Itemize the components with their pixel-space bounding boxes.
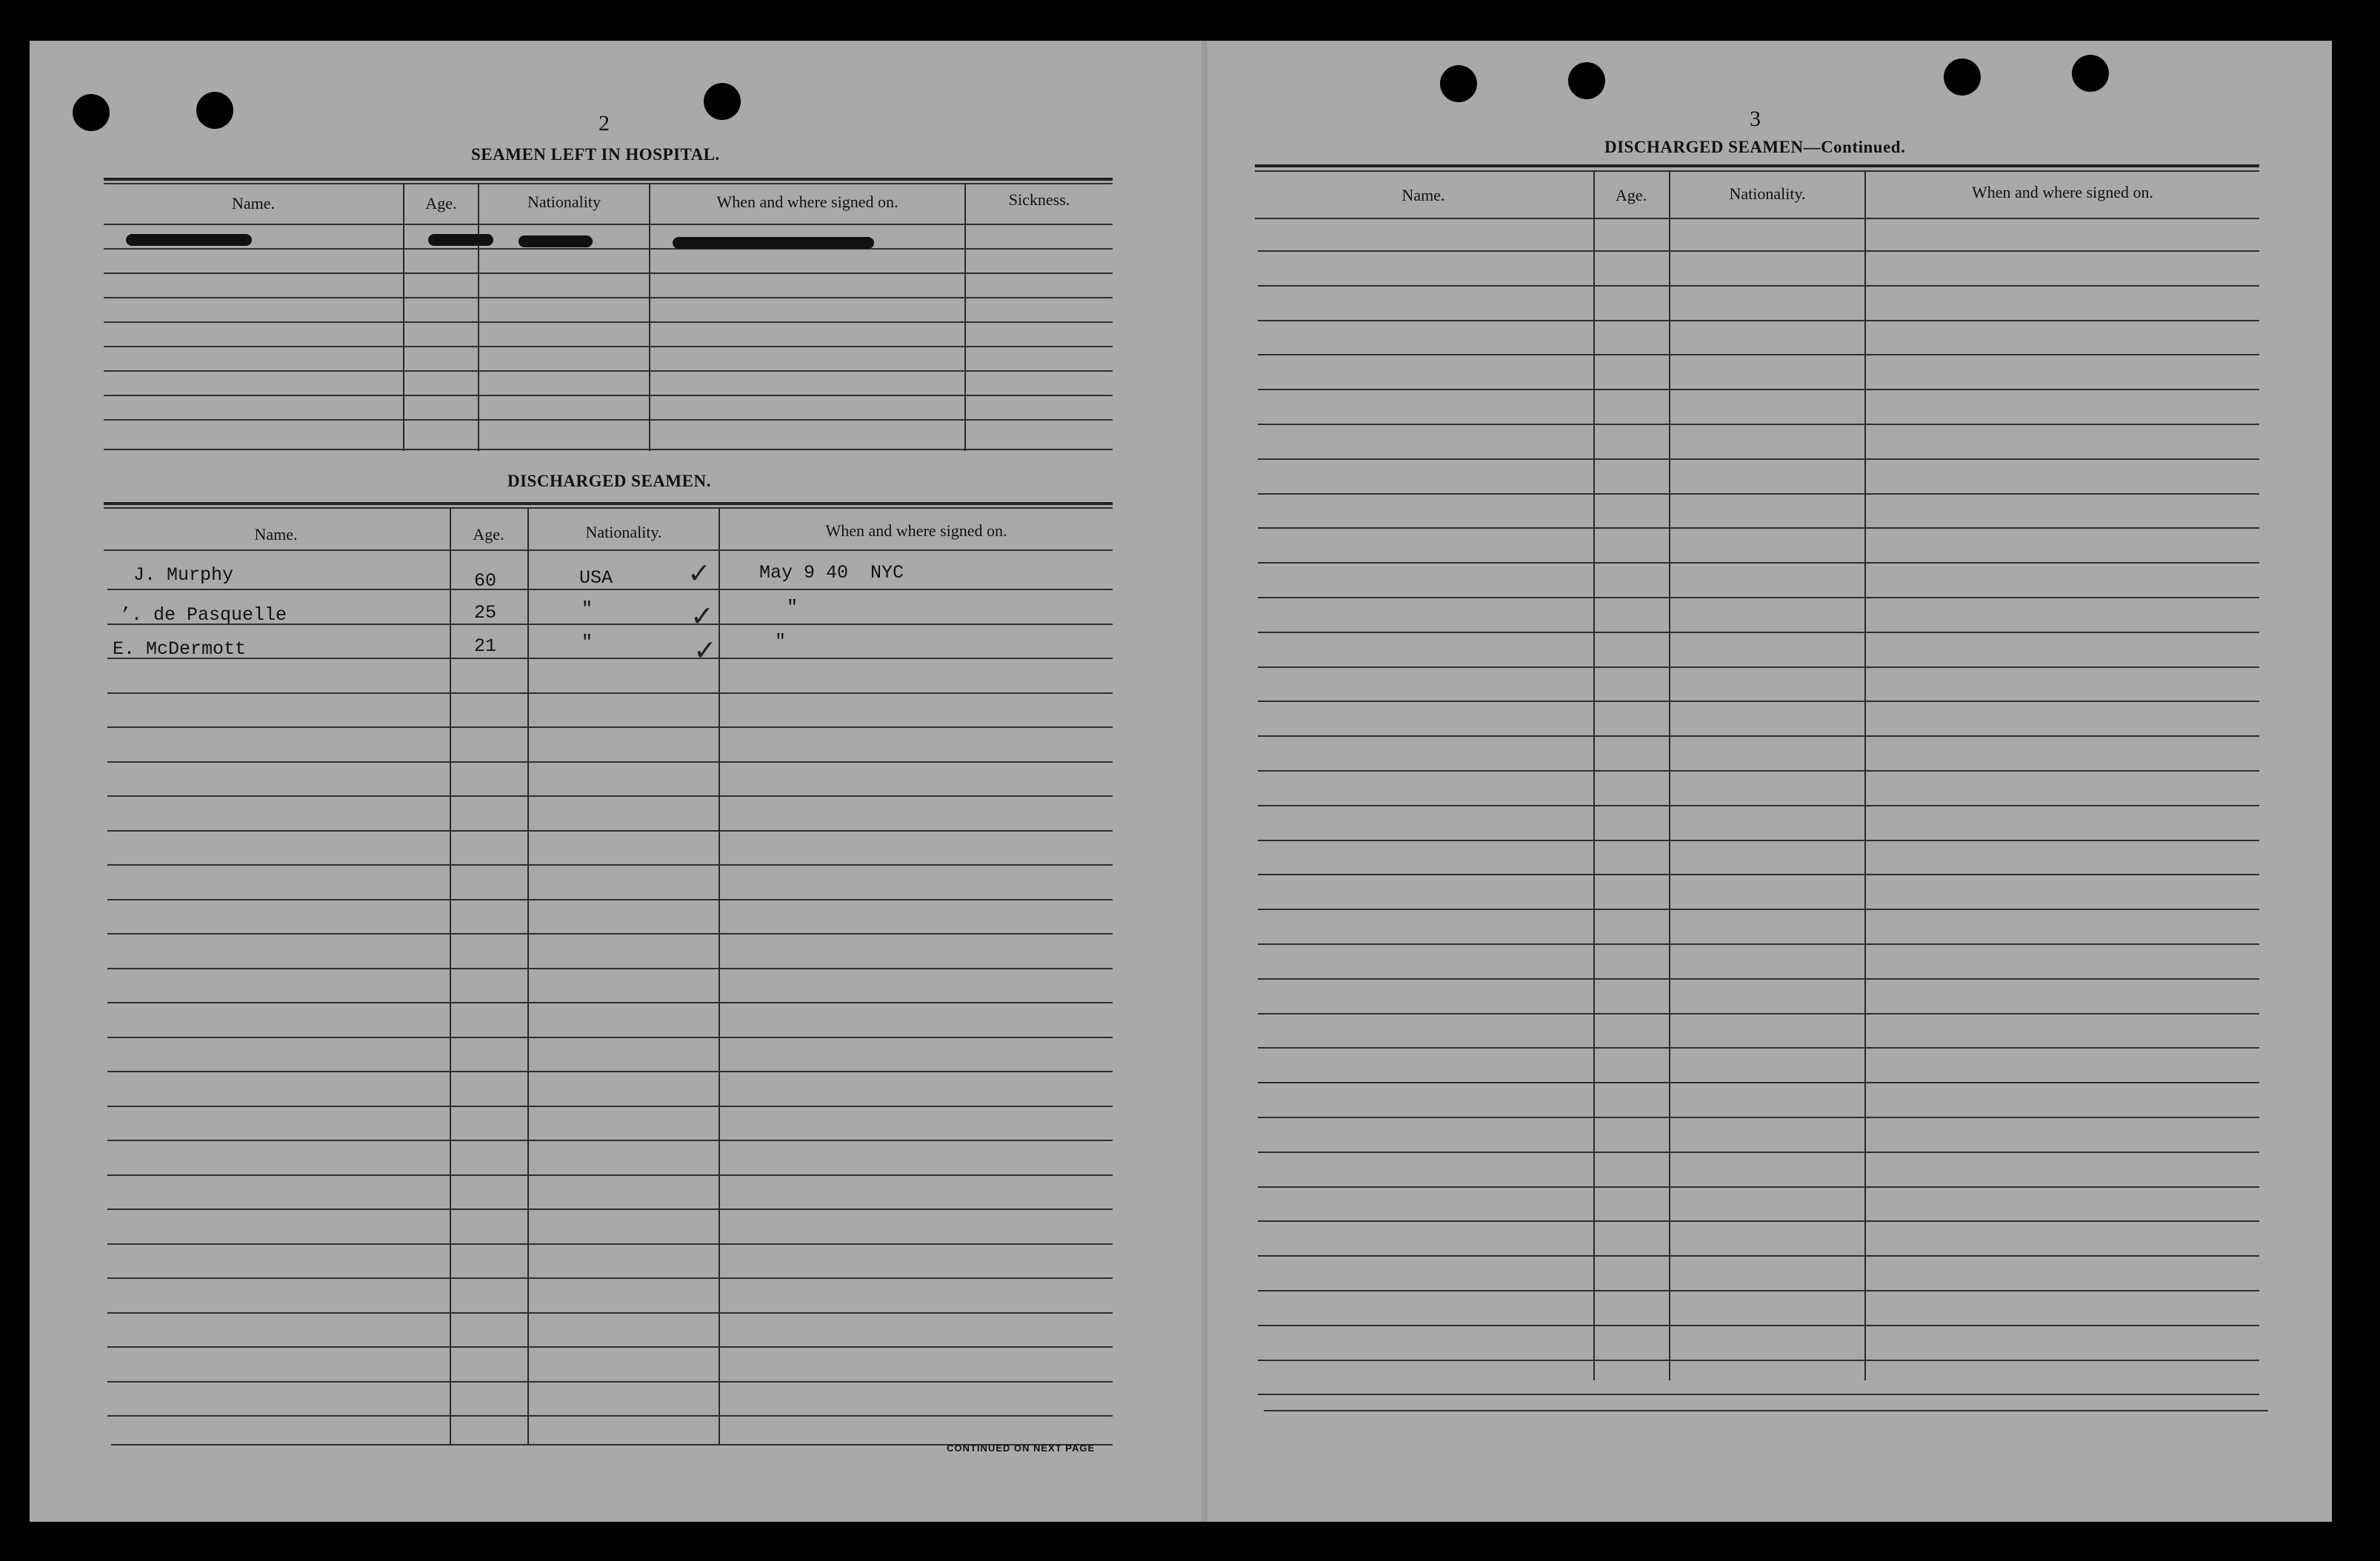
table-rule — [1258, 770, 2259, 772]
punch-hole — [1440, 65, 1477, 102]
table-rule — [107, 692, 1113, 694]
table-rule — [107, 1140, 1113, 1141]
table-column-divider — [1669, 170, 1670, 1380]
continued-header-signed-on: When and where signed on. — [1972, 183, 2153, 201]
redaction-mark — [428, 234, 493, 246]
table-bottom-rule — [1264, 1410, 2268, 1411]
punch-hole — [196, 92, 233, 129]
row-age: 21 — [474, 635, 497, 657]
continued-header-name: Name. — [1401, 186, 1445, 204]
row-name: J. Murphy — [133, 564, 234, 586]
table-rule — [107, 1277, 1113, 1279]
table-rule — [1258, 1360, 2259, 1361]
table-rule — [1258, 285, 2259, 287]
table-rule — [1258, 1255, 2259, 1257]
table-rule — [104, 178, 1113, 181]
table-rule — [1258, 250, 2259, 252]
checkmark-icon: ✓ — [687, 558, 711, 589]
continued-header-age: Age. — [1615, 186, 1647, 204]
row-name: ’. de Pasquelle — [120, 604, 287, 626]
table-rule — [1258, 874, 2259, 875]
table-rule — [1258, 735, 2259, 737]
discharged-header-signed-on: When and where signed on. — [825, 521, 1007, 540]
table-rule — [104, 321, 1113, 323]
table-rule — [107, 795, 1113, 797]
document-sheet — [30, 41, 2332, 1522]
discharged-section-title: DISCHARGED SEAMEN. — [507, 472, 711, 490]
checkmark-icon: ✓ — [693, 635, 717, 666]
table-rule — [107, 933, 1113, 935]
row-nationality: " — [581, 598, 593, 620]
table-rule — [107, 1071, 1113, 1072]
checkmark-icon: ✓ — [690, 601, 714, 632]
continued-footer: CONTINUED ON NEXT PAGE — [947, 1443, 1096, 1454]
punch-hole — [73, 94, 110, 131]
page-fold — [1201, 41, 1207, 1522]
punch-hole — [1568, 62, 1605, 99]
table-rule — [1258, 1325, 2259, 1326]
table-rule — [1258, 666, 2259, 668]
hospital-section-title: SEAMEN LEFT IN HOSPITAL. — [471, 145, 720, 164]
page-number-left: 2 — [599, 111, 610, 136]
row-signed-on: " — [775, 631, 787, 652]
table-rule — [104, 224, 1113, 225]
table-rule — [104, 273, 1113, 274]
table-rule — [107, 761, 1113, 763]
table-rule — [107, 1243, 1113, 1245]
table-rule — [1258, 424, 2259, 425]
table-rule — [1258, 1290, 2259, 1291]
table-rule — [107, 1415, 1113, 1417]
hospital-header-signed-on: When and where signed on. — [716, 193, 899, 211]
table-rule — [104, 502, 1113, 505]
table-rule — [107, 1037, 1113, 1038]
table-rule — [104, 395, 1113, 396]
continued-header-nationality: Nationality. — [1729, 184, 1806, 203]
table-column-divider — [403, 183, 404, 451]
hospital-header-sickness: Sickness. — [1008, 190, 1070, 209]
discharged-continued-title: DISCHARGED SEAMEN—Continued. — [1604, 138, 1906, 156]
row-nationality: USA — [579, 567, 613, 589]
table-rule — [107, 658, 1113, 659]
page-number-right: 3 — [1750, 107, 1761, 131]
table-column-divider — [1593, 170, 1595, 1380]
table-rule — [1255, 170, 2259, 172]
table-rule — [1258, 354, 2259, 355]
table-rule — [1258, 805, 2259, 806]
redaction-mark — [673, 237, 874, 249]
table-rule — [107, 1209, 1113, 1210]
table-rule — [107, 968, 1113, 969]
table-rule — [1258, 1117, 2259, 1118]
row-signed-on: May 9 40 NYC — [759, 562, 904, 584]
table-rule — [107, 589, 1113, 590]
table-column-divider — [1864, 170, 1866, 1380]
row-age: 60 — [474, 570, 497, 592]
table-rule — [1258, 1047, 2259, 1049]
row-nationality: " — [581, 632, 593, 653]
redaction-mark — [519, 235, 593, 247]
table-rule — [104, 419, 1113, 421]
table-rule — [107, 1381, 1113, 1383]
table-rule — [104, 297, 1113, 298]
table-rule — [1258, 1151, 2259, 1153]
redaction-mark — [126, 234, 252, 246]
hospital-header-age: Age. — [425, 194, 457, 213]
table-rule — [104, 507, 1113, 509]
table-column-divider — [450, 507, 451, 1444]
row-age: 25 — [474, 602, 497, 624]
table-column-divider — [964, 183, 966, 451]
row-name: E. McDermott — [113, 638, 247, 660]
discharged-header-age: Age. — [473, 525, 504, 544]
table-rule — [107, 1106, 1113, 1107]
discharged-header-name: Name. — [254, 525, 298, 544]
table-rule — [1258, 389, 2259, 390]
table-rule — [1258, 909, 2259, 910]
table-column-divider — [719, 507, 720, 1444]
table-rule — [104, 183, 1113, 184]
table-rule — [1258, 1394, 2259, 1395]
table-rule — [1258, 320, 2259, 321]
punch-hole — [704, 83, 741, 120]
table-rule — [107, 830, 1113, 832]
table-rule — [1258, 1013, 2259, 1015]
table-rule — [1258, 701, 2259, 702]
table-rule — [107, 864, 1113, 866]
table-rule — [1258, 978, 2259, 980]
table-rule — [104, 549, 1113, 551]
table-rule — [1258, 1082, 2259, 1083]
table-rule — [1255, 218, 2259, 219]
table-rule — [1258, 562, 2259, 564]
table-rule — [1258, 597, 2259, 598]
table-rule — [107, 1312, 1113, 1314]
punch-hole — [2072, 55, 2109, 92]
table-rule — [104, 449, 1113, 450]
table-rule — [1258, 527, 2259, 529]
table-rule — [107, 899, 1113, 900]
hospital-header-nationality: Nationality — [527, 193, 601, 211]
table-rule — [107, 1002, 1113, 1003]
table-rule — [1258, 1186, 2259, 1188]
table-rule — [1258, 840, 2259, 841]
punch-hole — [1944, 59, 1981, 96]
table-column-divider — [478, 183, 479, 451]
discharged-header-nationality: Nationality. — [585, 523, 662, 541]
table-rule — [1255, 164, 2259, 167]
hospital-header-name: Name. — [231, 194, 276, 213]
row-signed-on: " — [787, 597, 799, 618]
table-rule — [1258, 1220, 2259, 1222]
table-rule — [1258, 493, 2259, 495]
table-rule — [1258, 943, 2259, 945]
table-rule — [104, 346, 1113, 347]
table-rule — [104, 248, 1113, 250]
table-column-divider — [649, 183, 650, 451]
table-rule — [107, 726, 1113, 728]
table-rule — [107, 1346, 1113, 1348]
table-rule — [1258, 458, 2259, 460]
table-rule — [104, 370, 1113, 372]
table-rule — [107, 1174, 1113, 1176]
table-column-divider — [527, 507, 529, 1444]
table-rule — [1258, 632, 2259, 633]
